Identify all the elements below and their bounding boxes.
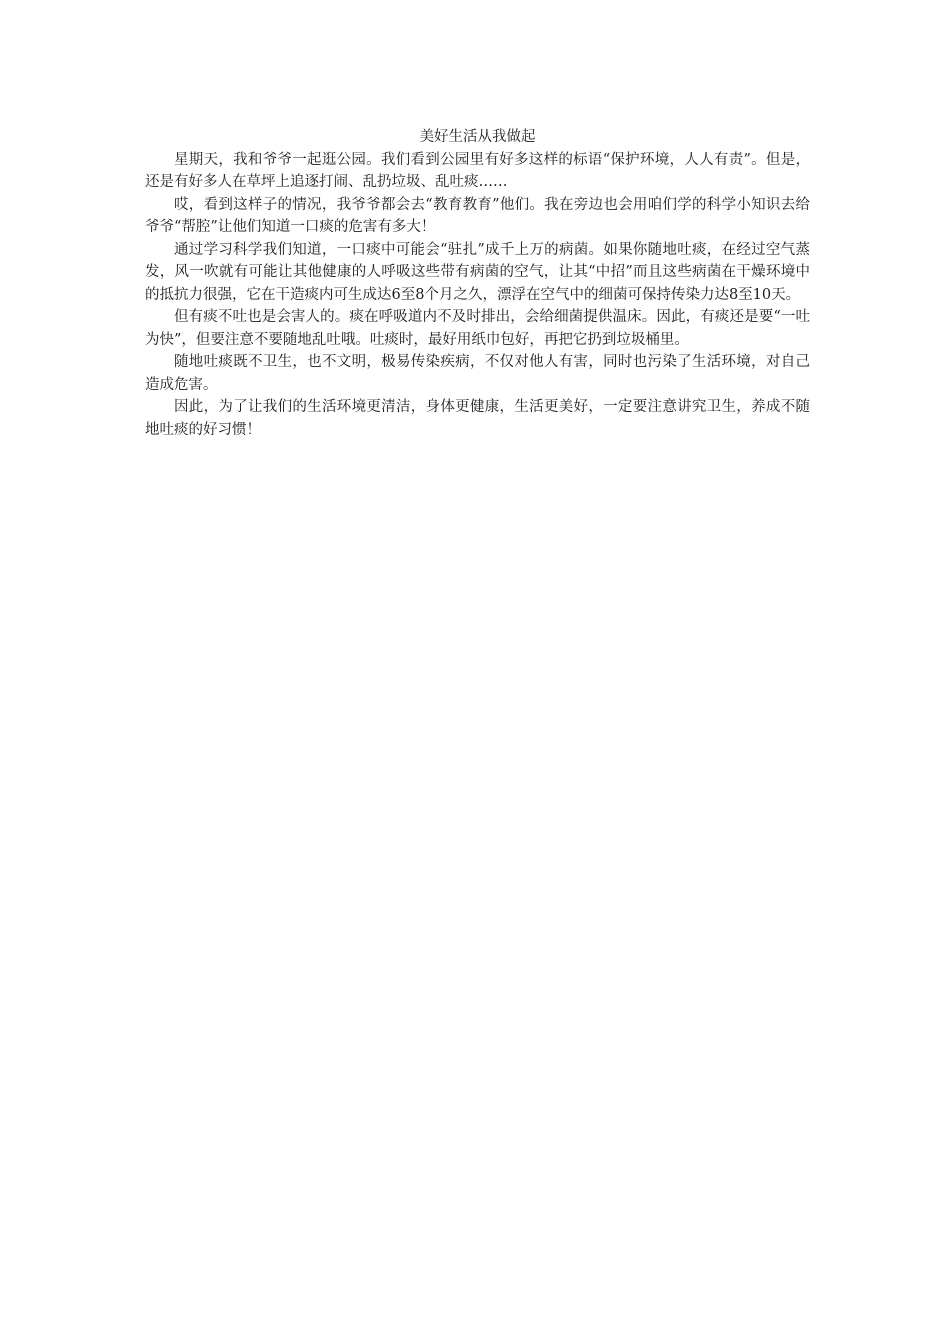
paragraph: 通过学习科学我们知道，一口痰中可能会“驻扎”成千上万的病菌。如果你随地吐痰，在经过空气蒸发，风一吹就有可能让其他健康的人呼吸这些带有病菌的空气，让其“中招”而且这些病菌在干燥环境中的抵抗力很强，它在干造痰内可生成达6至8个月之久，漂浮在空气中的细菌可保持传染力达8至10天。: [145, 241, 810, 303]
paragraph: 哎，看到这样子的情况，我爷爷都会去“教育教育”他们。我在旁边也会用咱们学的科学小知识去给爷爷“帮腔”让他们知道一口痰的危害有多大！: [145, 196, 810, 235]
paragraph: 随地吐痰既不卫生，也不文明，极易传染疾病，不仅对他人有害，同时也污染了生活环境，对自己造成危害。: [145, 354, 810, 393]
document-body: [145, 126, 810, 441]
paragraph: 但有痰不吐也是会害人的。痰在呼吸道内不及时排出，会给细菌提供温床。因此，有痰还是要“一吐为快”，但要注意不要随地乱吐哦。吐痰时，最好用纸巾包好，再把它扔到垃圾桶里。: [145, 309, 810, 348]
document-title: 美好生活从我做起: [419, 129, 536, 145]
paragraph: 因此，为了让我们的生活环境更清洁，身体更健康，生活更美好，一定要注意讲究卫生，养成不随地吐痰的好习惯！: [145, 399, 810, 438]
paragraph: 星期天，我和爷爷一起逛公园。我们看到公园里有好多这样的标语“保护环境，人人有责”。但是，还是有好多人在草坪上追逐打闹、乱扔垃圾、乱吐痰……: [145, 151, 810, 190]
